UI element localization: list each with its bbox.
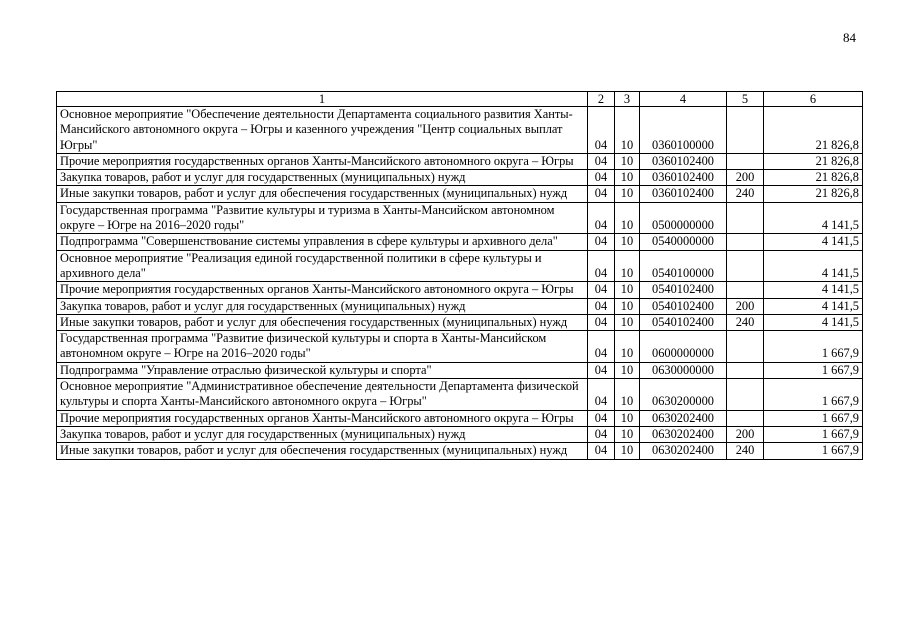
target-article-cell: 0500000000: [640, 202, 727, 234]
subsection-code-cell: 10: [615, 153, 640, 169]
expense-type-cell: 200: [727, 426, 764, 442]
table-row: [57, 170, 863, 186]
subsection-code-cell: 10: [615, 362, 640, 378]
expense-type-cell: 240: [727, 186, 764, 202]
expense-type-cell: [727, 362, 764, 378]
row-name-cell: Государственная программа "Развитие культуры и туризма в Ханты-Мансийском автономном округе – Югре на 2016–2020 годы": [57, 202, 588, 234]
expense-type-cell: [727, 202, 764, 234]
row-name-cell: Закупка товаров, работ и услуг для государственных (муниципальных) нужд: [57, 170, 588, 186]
subsection-code-cell: 10: [615, 314, 640, 330]
subsection-code-cell: 10: [615, 379, 640, 411]
row-name-cell: Иные закупки товаров, работ и услуг для обеспечения государственных (муниципальных) нужд: [57, 186, 588, 202]
table-row: [57, 107, 863, 154]
target-article-cell: 0360102400: [640, 186, 727, 202]
table-body: [57, 107, 863, 460]
expense-type-cell: [727, 282, 764, 298]
amount-cell: 4 141,5: [764, 234, 863, 250]
budget-table: [56, 91, 863, 460]
table-row: [57, 234, 863, 250]
subsection-code-cell: 10: [615, 170, 640, 186]
section-code-cell: 04: [588, 202, 615, 234]
expense-type-cell: 240: [727, 314, 764, 330]
row-name-cell: Иные закупки товаров, работ и услуг для обеспечения государственных (муниципальных) нужд: [57, 314, 588, 330]
target-article-cell: 0540100000: [640, 250, 727, 282]
column-header-4: 4: [640, 92, 727, 107]
amount-cell: 1 667,9: [764, 331, 863, 363]
expense-type-cell: 200: [727, 298, 764, 314]
section-code-cell: 04: [588, 153, 615, 169]
expense-type-cell: [727, 410, 764, 426]
table-row: [57, 379, 863, 411]
table-header: [57, 92, 863, 107]
section-code-cell: 04: [588, 331, 615, 363]
amount-cell: 1 667,9: [764, 426, 863, 442]
table-row: [57, 202, 863, 234]
target-article-cell: 0360102400: [640, 153, 727, 169]
section-code-cell: 04: [588, 379, 615, 411]
section-code-cell: 04: [588, 107, 615, 154]
target-article-cell: 0630202400: [640, 426, 727, 442]
subsection-code-cell: 10: [615, 107, 640, 154]
subsection-code-cell: 10: [615, 426, 640, 442]
section-code-cell: 04: [588, 282, 615, 298]
row-name-cell: Государственная программа "Развитие физической культуры и спорта в Ханты-Мансийском автономном округе – Югре на 2016–2020 годы": [57, 331, 588, 363]
table-row: [57, 426, 863, 442]
amount-cell: 21 826,8: [764, 186, 863, 202]
target-article-cell: 0540102400: [640, 314, 727, 330]
section-code-cell: 04: [588, 170, 615, 186]
expense-type-cell: [727, 153, 764, 169]
expense-type-cell: [727, 331, 764, 363]
section-code-cell: 04: [588, 362, 615, 378]
column-header-1: 1: [57, 92, 588, 107]
expense-type-cell: [727, 250, 764, 282]
target-article-cell: 0630200000: [640, 379, 727, 411]
subsection-code-cell: 10: [615, 443, 640, 459]
row-name-cell: Прочие мероприятия государственных органов Ханты-Мансийского автономного округа – Югры: [57, 282, 588, 298]
table-row: [57, 282, 863, 298]
expense-type-cell: [727, 107, 764, 154]
section-code-cell: 04: [588, 314, 615, 330]
amount-cell: 4 141,5: [764, 298, 863, 314]
row-name-cell: Подпрограмма "Управление отраслью физической культуры и спорта": [57, 362, 588, 378]
target-article-cell: 0540102400: [640, 298, 727, 314]
row-name-cell: Основное мероприятие "Реализация единой государственной политики в сфере культуры и архивного дела": [57, 250, 588, 282]
column-header-2: 2: [588, 92, 615, 107]
table-row: [57, 314, 863, 330]
table-row: [57, 186, 863, 202]
row-name-cell: Основное мероприятие "Административное обеспечение деятельности Департамента физической культуры и спорта Ханты-Мансийского автономного округа – Югры": [57, 379, 588, 411]
amount-cell: 21 826,8: [764, 153, 863, 169]
subsection-code-cell: 10: [615, 234, 640, 250]
subsection-code-cell: 10: [615, 331, 640, 363]
subsection-code-cell: 10: [615, 250, 640, 282]
expense-type-cell: [727, 379, 764, 411]
target-article-cell: 0630000000: [640, 362, 727, 378]
table-row: [57, 443, 863, 459]
section-code-cell: 04: [588, 410, 615, 426]
expense-type-cell: 240: [727, 443, 764, 459]
amount-cell: 1 667,9: [764, 379, 863, 411]
target-article-cell: 0630202400: [640, 410, 727, 426]
amount-cell: 4 141,5: [764, 314, 863, 330]
subsection-code-cell: 10: [615, 282, 640, 298]
column-header-5: 5: [727, 92, 764, 107]
table-row: [57, 362, 863, 378]
column-header-3: 3: [615, 92, 640, 107]
amount-cell: 1 667,9: [764, 410, 863, 426]
subsection-code-cell: 10: [615, 410, 640, 426]
table-row: [57, 331, 863, 363]
amount-cell: 4 141,5: [764, 282, 863, 298]
target-article-cell: 0540102400: [640, 282, 727, 298]
expense-type-cell: [727, 234, 764, 250]
section-code-cell: 04: [588, 234, 615, 250]
target-article-cell: 0600000000: [640, 331, 727, 363]
amount-cell: 1 667,9: [764, 443, 863, 459]
table-row: [57, 250, 863, 282]
table-row: [57, 153, 863, 169]
row-name-cell: Закупка товаров, работ и услуг для государственных (муниципальных) нужд: [57, 298, 588, 314]
table-row: [57, 410, 863, 426]
target-article-cell: 0360102400: [640, 170, 727, 186]
row-name-cell: Закупка товаров, работ и услуг для государственных (муниципальных) нужд: [57, 426, 588, 442]
amount-cell: 4 141,5: [764, 250, 863, 282]
section-code-cell: 04: [588, 186, 615, 202]
subsection-code-cell: 10: [615, 298, 640, 314]
section-code-cell: 04: [588, 443, 615, 459]
row-name-cell: Прочие мероприятия государственных органов Ханты-Мансийского автономного округа – Югры: [57, 410, 588, 426]
header-row: [57, 92, 863, 107]
amount-cell: 21 826,8: [764, 107, 863, 154]
row-name-cell: Прочие мероприятия государственных органов Ханты-Мансийского автономного округа – Югры: [57, 153, 588, 169]
target-article-cell: 0360100000: [640, 107, 727, 154]
amount-cell: 4 141,5: [764, 202, 863, 234]
section-code-cell: 04: [588, 298, 615, 314]
expense-type-cell: 200: [727, 170, 764, 186]
row-name-cell: Основное мероприятие "Обеспечение деятельности Департамента социального развития Ханты-Мансийского автономного округа – Югры и казенного учреждения "Центр социальных выплат Югры": [57, 107, 588, 154]
table-row: [57, 298, 863, 314]
target-article-cell: 0540000000: [640, 234, 727, 250]
amount-cell: 21 826,8: [764, 170, 863, 186]
row-name-cell: Иные закупки товаров, работ и услуг для обеспечения государственных (муниципальных) нужд: [57, 443, 588, 459]
row-name-cell: Подпрограмма "Совершенствование системы управления в сфере культуры и архивного дела": [57, 234, 588, 250]
column-header-6: 6: [764, 92, 863, 107]
section-code-cell: 04: [588, 250, 615, 282]
target-article-cell: 0630202400: [640, 443, 727, 459]
subsection-code-cell: 10: [615, 202, 640, 234]
page-number: 84: [843, 30, 856, 45]
subsection-code-cell: 10: [615, 186, 640, 202]
section-code-cell: 04: [588, 426, 615, 442]
amount-cell: 1 667,9: [764, 362, 863, 378]
